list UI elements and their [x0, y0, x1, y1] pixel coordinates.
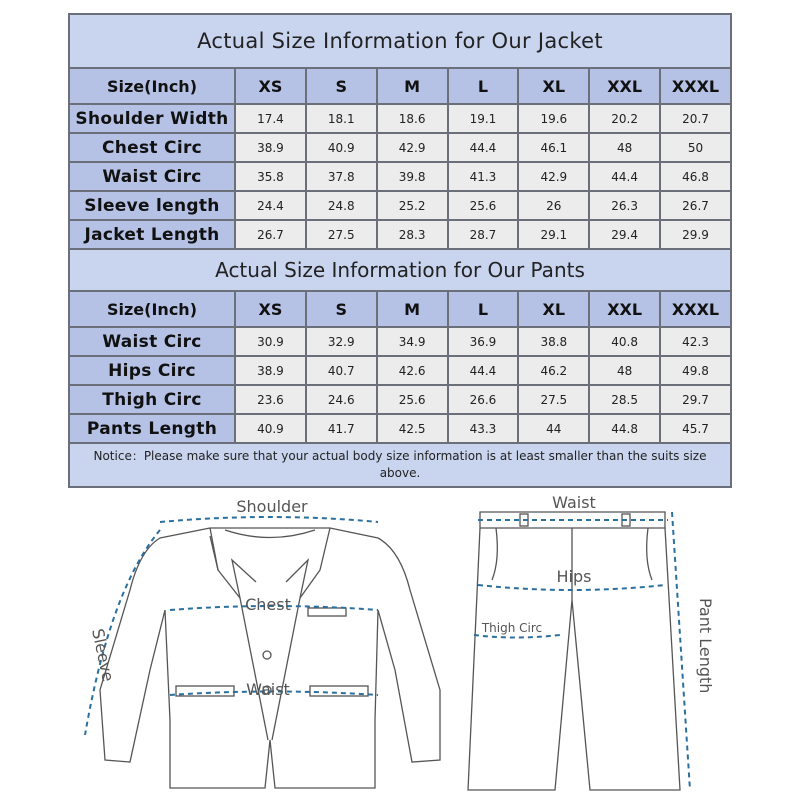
jacket-value-cell: 24.4	[235, 191, 306, 220]
jacket-value-cell: 24.8	[306, 191, 377, 220]
pants-value-cell: 42.3	[660, 327, 731, 356]
jacket-size-xl: XL	[518, 68, 589, 104]
pants-waist-label: Waist	[552, 493, 596, 512]
jacket-row-label: Jacket Length	[69, 220, 235, 249]
pants-value-cell: 44	[518, 414, 589, 443]
jacket-value-cell: 19.1	[448, 104, 519, 133]
pants-value-cell: 40.8	[589, 327, 660, 356]
jacket-value-cell: 29.9	[660, 220, 731, 249]
jacket-table-title: Actual Size Information for Our Jacket	[69, 14, 731, 68]
jacket-value-cell: 29.4	[589, 220, 660, 249]
jacket-value-cell: 44.4	[589, 162, 660, 191]
jacket-value-cell: 20.2	[589, 104, 660, 133]
pants-value-cell: 38.9	[235, 356, 306, 385]
pants-value-cell: 41.7	[306, 414, 377, 443]
jacket-size-xxxl: XXXL	[660, 68, 731, 104]
jacket-value-cell: 37.8	[306, 162, 377, 191]
pant-length-label: Pant Length	[696, 598, 715, 694]
jacket-row-label: Sleeve length	[69, 191, 235, 220]
sleeve-label: Sleeve	[88, 626, 118, 684]
pants-value-cell: 26.6	[448, 385, 519, 414]
jacket-value-cell: 25.2	[377, 191, 448, 220]
pants-value-cell: 40.9	[235, 414, 306, 443]
jacket-value-cell: 50	[660, 133, 731, 162]
jacket-value-cell: 26.7	[235, 220, 306, 249]
pants-size-s: S	[306, 291, 377, 327]
jacket-value-cell: 26.7	[660, 191, 731, 220]
pants-value-cell: 49.8	[660, 356, 731, 385]
pants-value-cell: 29.7	[660, 385, 731, 414]
jacket-header-row	[69, 68, 731, 104]
jacket-value-cell: 42.9	[518, 162, 589, 191]
pants-value-cell: 45.7	[660, 414, 731, 443]
jacket-size-l: L	[448, 68, 519, 104]
jacket-size-s: S	[306, 68, 377, 104]
pants-value-cell: 27.5	[518, 385, 589, 414]
jacket-value-cell: 27.5	[306, 220, 377, 249]
pants-size-xxl: XXL	[589, 291, 660, 327]
jacket-value-cell: 28.3	[377, 220, 448, 249]
jacket-waist-label: Waist	[246, 680, 290, 699]
pants-value-cell: 43.3	[448, 414, 519, 443]
jacket-value-cell: 35.8	[235, 162, 306, 191]
pants-header-row	[69, 291, 731, 327]
jacket-row	[69, 220, 731, 249]
pants-row	[69, 385, 731, 414]
pants-size-xxxl: XXXL	[660, 291, 731, 327]
notice-text: Notice：Please make sure that your actual body size information is at least smaller than the suits size above.	[69, 443, 731, 487]
pants-row-label: Pants Length	[69, 414, 235, 443]
pants-value-cell: 25.6	[377, 385, 448, 414]
jacket-value-cell: 38.9	[235, 133, 306, 162]
pants-value-cell: 46.2	[518, 356, 589, 385]
jacket-row-label: Chest Circ	[69, 133, 235, 162]
pants-value-cell: 28.5	[589, 385, 660, 414]
size-charts	[68, 13, 732, 488]
jacket-value-cell: 39.8	[377, 162, 448, 191]
jacket-row	[69, 162, 731, 191]
pants-value-cell: 42.6	[377, 356, 448, 385]
jacket-row	[69, 191, 731, 220]
jacket-row	[69, 133, 731, 162]
pants-value-cell: 44.4	[448, 356, 519, 385]
pants-row	[69, 327, 731, 356]
jacket-size-xs: XS	[235, 68, 306, 104]
jacket-header-label: Size(Inch)	[69, 68, 235, 104]
shoulder-label: Shoulder	[236, 497, 308, 516]
jacket-value-cell: 41.3	[448, 162, 519, 191]
pants-row-label: Waist Circ	[69, 327, 235, 356]
jacket-row	[69, 104, 731, 133]
jacket-measure-lines	[85, 517, 378, 735]
pants-size-xl: XL	[518, 291, 589, 327]
pants-value-cell: 40.7	[306, 356, 377, 385]
pants-value-cell: 38.8	[518, 327, 589, 356]
pants-row-label: Thigh Circ	[69, 385, 235, 414]
pants-value-cell: 36.9	[448, 327, 519, 356]
jacket-value-cell: 28.7	[448, 220, 519, 249]
jacket-value-cell: 18.6	[377, 104, 448, 133]
measurement-diagram	[0, 490, 800, 800]
jacket-value-cell: 17.4	[235, 104, 306, 133]
jacket-size-xxl: XXL	[589, 68, 660, 104]
jacket-row-label: Shoulder Width	[69, 104, 235, 133]
jacket-value-cell: 46.8	[660, 162, 731, 191]
pants-measure-lines	[474, 512, 690, 790]
pants-row	[69, 356, 731, 385]
pants-value-cell: 48	[589, 356, 660, 385]
jacket-value-cell: 42.9	[377, 133, 448, 162]
pants-size-xs: XS	[235, 291, 306, 327]
pants-row	[69, 414, 731, 443]
jacket-size-m: M	[377, 68, 448, 104]
pants-value-cell: 44.8	[589, 414, 660, 443]
chest-label: Chest	[245, 595, 291, 614]
jacket-value-cell: 25.6	[448, 191, 519, 220]
jacket-value-cell: 29.1	[518, 220, 589, 249]
jacket-value-cell: 48	[589, 133, 660, 162]
jacket-value-cell: 44.4	[448, 133, 519, 162]
pants-value-cell: 34.9	[377, 327, 448, 356]
pants-value-cell: 42.5	[377, 414, 448, 443]
pants-size-m: M	[377, 291, 448, 327]
jacket-value-cell: 40.9	[306, 133, 377, 162]
jacket-value-cell: 19.6	[518, 104, 589, 133]
pants-value-cell: 23.6	[235, 385, 306, 414]
thigh-label: Thigh Circ	[481, 621, 543, 635]
pants-value-cell: 24.6	[306, 385, 377, 414]
jacket-value-cell: 18.1	[306, 104, 377, 133]
pants-value-cell: 32.9	[306, 327, 377, 356]
jacket-value-cell: 26.3	[589, 191, 660, 220]
jacket-value-cell: 26	[518, 191, 589, 220]
jacket-drawing	[100, 528, 440, 788]
jacket-value-cell: 46.1	[518, 133, 589, 162]
pants-row-label: Hips Circ	[69, 356, 235, 385]
hips-label: Hips	[556, 567, 592, 586]
pants-value-cell: 30.9	[235, 327, 306, 356]
jacket-value-cell: 20.7	[660, 104, 731, 133]
pants-header-label: Size(Inch)	[69, 291, 235, 327]
pants-size-l: L	[448, 291, 519, 327]
jacket-row-label: Waist Circ	[69, 162, 235, 191]
pants-table-title: Actual Size Information for Our Pants	[69, 249, 731, 291]
pants-drawing	[468, 512, 680, 790]
jacket-size-table	[68, 13, 732, 488]
